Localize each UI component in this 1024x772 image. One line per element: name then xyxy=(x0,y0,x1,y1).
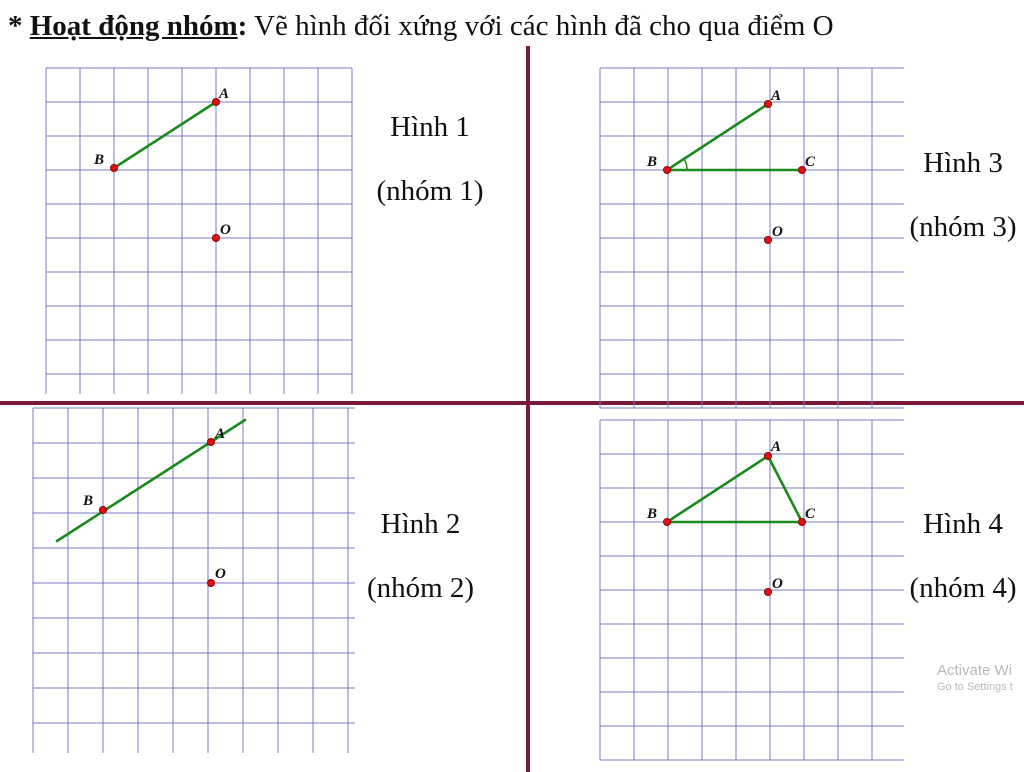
figure-1-caption xyxy=(355,108,505,210)
figure-4-grid xyxy=(600,420,904,760)
point-o xyxy=(207,579,214,586)
segment-ac xyxy=(768,456,802,522)
point-label-a: A xyxy=(215,426,226,442)
point-label-c: C xyxy=(805,154,816,170)
segment-ba xyxy=(667,104,768,170)
segment-ab xyxy=(667,456,768,522)
activate-windows-watermark xyxy=(937,662,1013,693)
watermark-line-1: Activate Wi xyxy=(937,662,1013,679)
point-label-a: A xyxy=(219,86,230,102)
figure-3-group: (nhóm 3) xyxy=(909,211,1017,243)
figure-2-title: Hình 2 xyxy=(380,508,461,540)
point-o xyxy=(212,234,219,241)
figure-3-grid xyxy=(600,68,904,408)
figure-1-title: Hình 1 xyxy=(390,111,470,143)
heading-bullet: * xyxy=(8,10,30,42)
heading-title: Hoạt động nhóm xyxy=(29,10,238,42)
point-b xyxy=(663,518,670,525)
heading-colon: : xyxy=(237,10,248,42)
point-label-b: B xyxy=(647,506,658,522)
point-label-a: A xyxy=(771,88,782,104)
watermark-line-2: Go to Settings t xyxy=(937,681,1013,693)
point-b xyxy=(99,506,106,513)
figure-2-group: (nhóm 2) xyxy=(366,572,475,604)
figure-2-caption xyxy=(358,505,483,607)
point-label-c: C xyxy=(805,506,816,522)
point-label-o: O xyxy=(215,566,226,582)
activity-heading xyxy=(8,6,834,46)
point-o xyxy=(764,236,771,243)
segment-ab xyxy=(114,102,216,168)
point-b xyxy=(110,164,117,171)
point-a xyxy=(207,438,214,445)
figure-4-group: (nhóm 4) xyxy=(909,572,1017,604)
figure-3-title: Hình 3 xyxy=(923,147,1003,179)
point-o xyxy=(764,588,771,595)
point-label-o: O xyxy=(220,222,231,238)
point-label-a: A xyxy=(771,439,782,455)
point-label-o: O xyxy=(772,224,783,240)
figure-4-title: Hình 4 xyxy=(923,508,1003,540)
figure-1-grid xyxy=(46,68,352,394)
heading-instruction: Vẽ hình đối xứng với các hình đã cho qua điểm O xyxy=(247,10,834,42)
figure-1-group: (nhóm 1) xyxy=(376,175,484,207)
point-label-b: B xyxy=(83,493,94,509)
point-label-b: B xyxy=(647,154,658,170)
point-b xyxy=(663,166,670,173)
figure-3-caption xyxy=(908,144,1018,246)
figure-4-caption xyxy=(908,505,1018,607)
point-label-b: B xyxy=(94,152,105,168)
vertical-divider xyxy=(526,46,530,772)
figure-2-grid xyxy=(33,408,355,753)
angle-mark xyxy=(684,159,687,170)
point-label-o: O xyxy=(772,576,783,592)
